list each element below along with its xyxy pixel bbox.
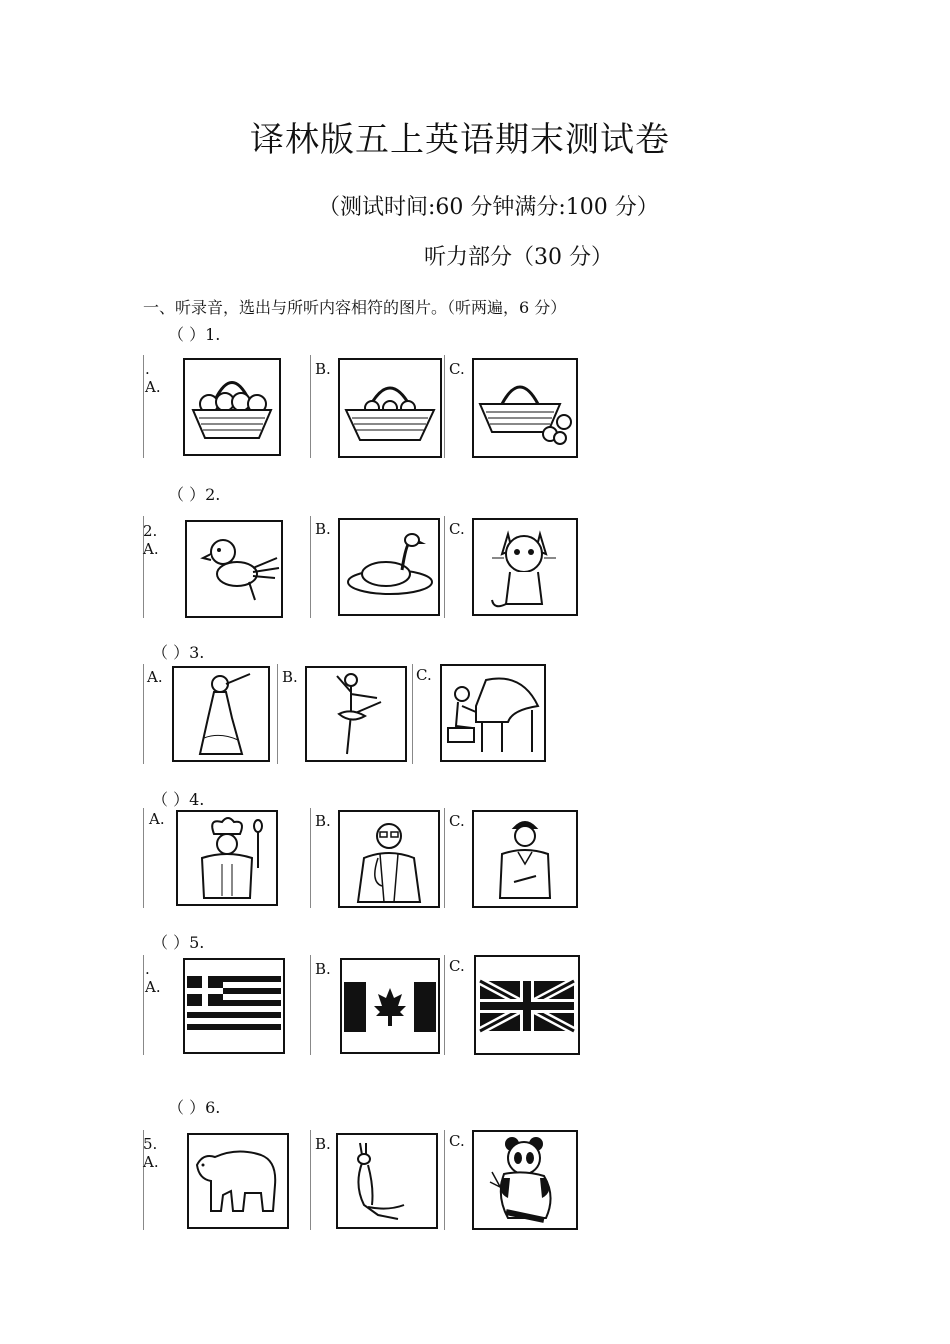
cook-image [176, 810, 278, 906]
page-title: 译林版五上英语期末测试卷 [250, 120, 670, 160]
option-label: B. [315, 812, 331, 830]
basket-three-apples-image [338, 358, 442, 458]
bird-image [185, 520, 283, 618]
option-label: 2. A. [143, 522, 159, 558]
ballet-dancer-image [305, 666, 407, 762]
worker-image [472, 810, 578, 908]
option-label: B. [315, 520, 331, 538]
part-heading: 听力部分（30 分） [424, 245, 613, 270]
duck-image [338, 518, 440, 616]
girl-piano-image [440, 664, 546, 762]
cat-image [472, 518, 578, 616]
polar-bear-image [187, 1133, 289, 1229]
option-label: C. [416, 666, 432, 684]
question-number: （ ）1. [168, 325, 221, 344]
test-info: （测试时间:60 分钟满分:100 分） [318, 195, 659, 220]
option-label: A. [149, 810, 165, 828]
option-label: C. [449, 812, 465, 830]
option-label: . A. [145, 360, 161, 396]
kangaroo-image [336, 1133, 438, 1229]
option-label: C. [449, 360, 465, 378]
question-number: （ ）5. [152, 933, 205, 952]
panda-image [472, 1130, 578, 1230]
basket-apples-outside-image [472, 358, 578, 458]
option-label: A. [147, 668, 163, 686]
question-number: （ ）3. [152, 643, 205, 662]
option-label: 5. A. [143, 1135, 159, 1171]
option-label: C. [449, 520, 465, 538]
greece-flag-image [183, 958, 285, 1054]
option-label: C. [449, 957, 465, 975]
section-instruction: 一、听录音，选出与所听内容相符的图片。（听两遍，6 分） [143, 298, 567, 317]
uk-flag-image [474, 955, 580, 1055]
question-number: （ ）6. [168, 1098, 221, 1117]
basket-full-apples-image [183, 358, 281, 456]
option-label: B. [282, 668, 298, 686]
option-label: B. [315, 1135, 331, 1153]
question-number: （ ）4. [152, 790, 205, 809]
option-label: C. [449, 1132, 465, 1150]
canada-flag-image [340, 958, 440, 1054]
option-label: . A. [145, 960, 161, 996]
question-number: （ ）2. [168, 485, 221, 504]
doctor-image [338, 810, 440, 908]
girl-flute-image [172, 666, 270, 762]
option-label: B. [315, 360, 331, 378]
option-label: B. [315, 960, 331, 978]
